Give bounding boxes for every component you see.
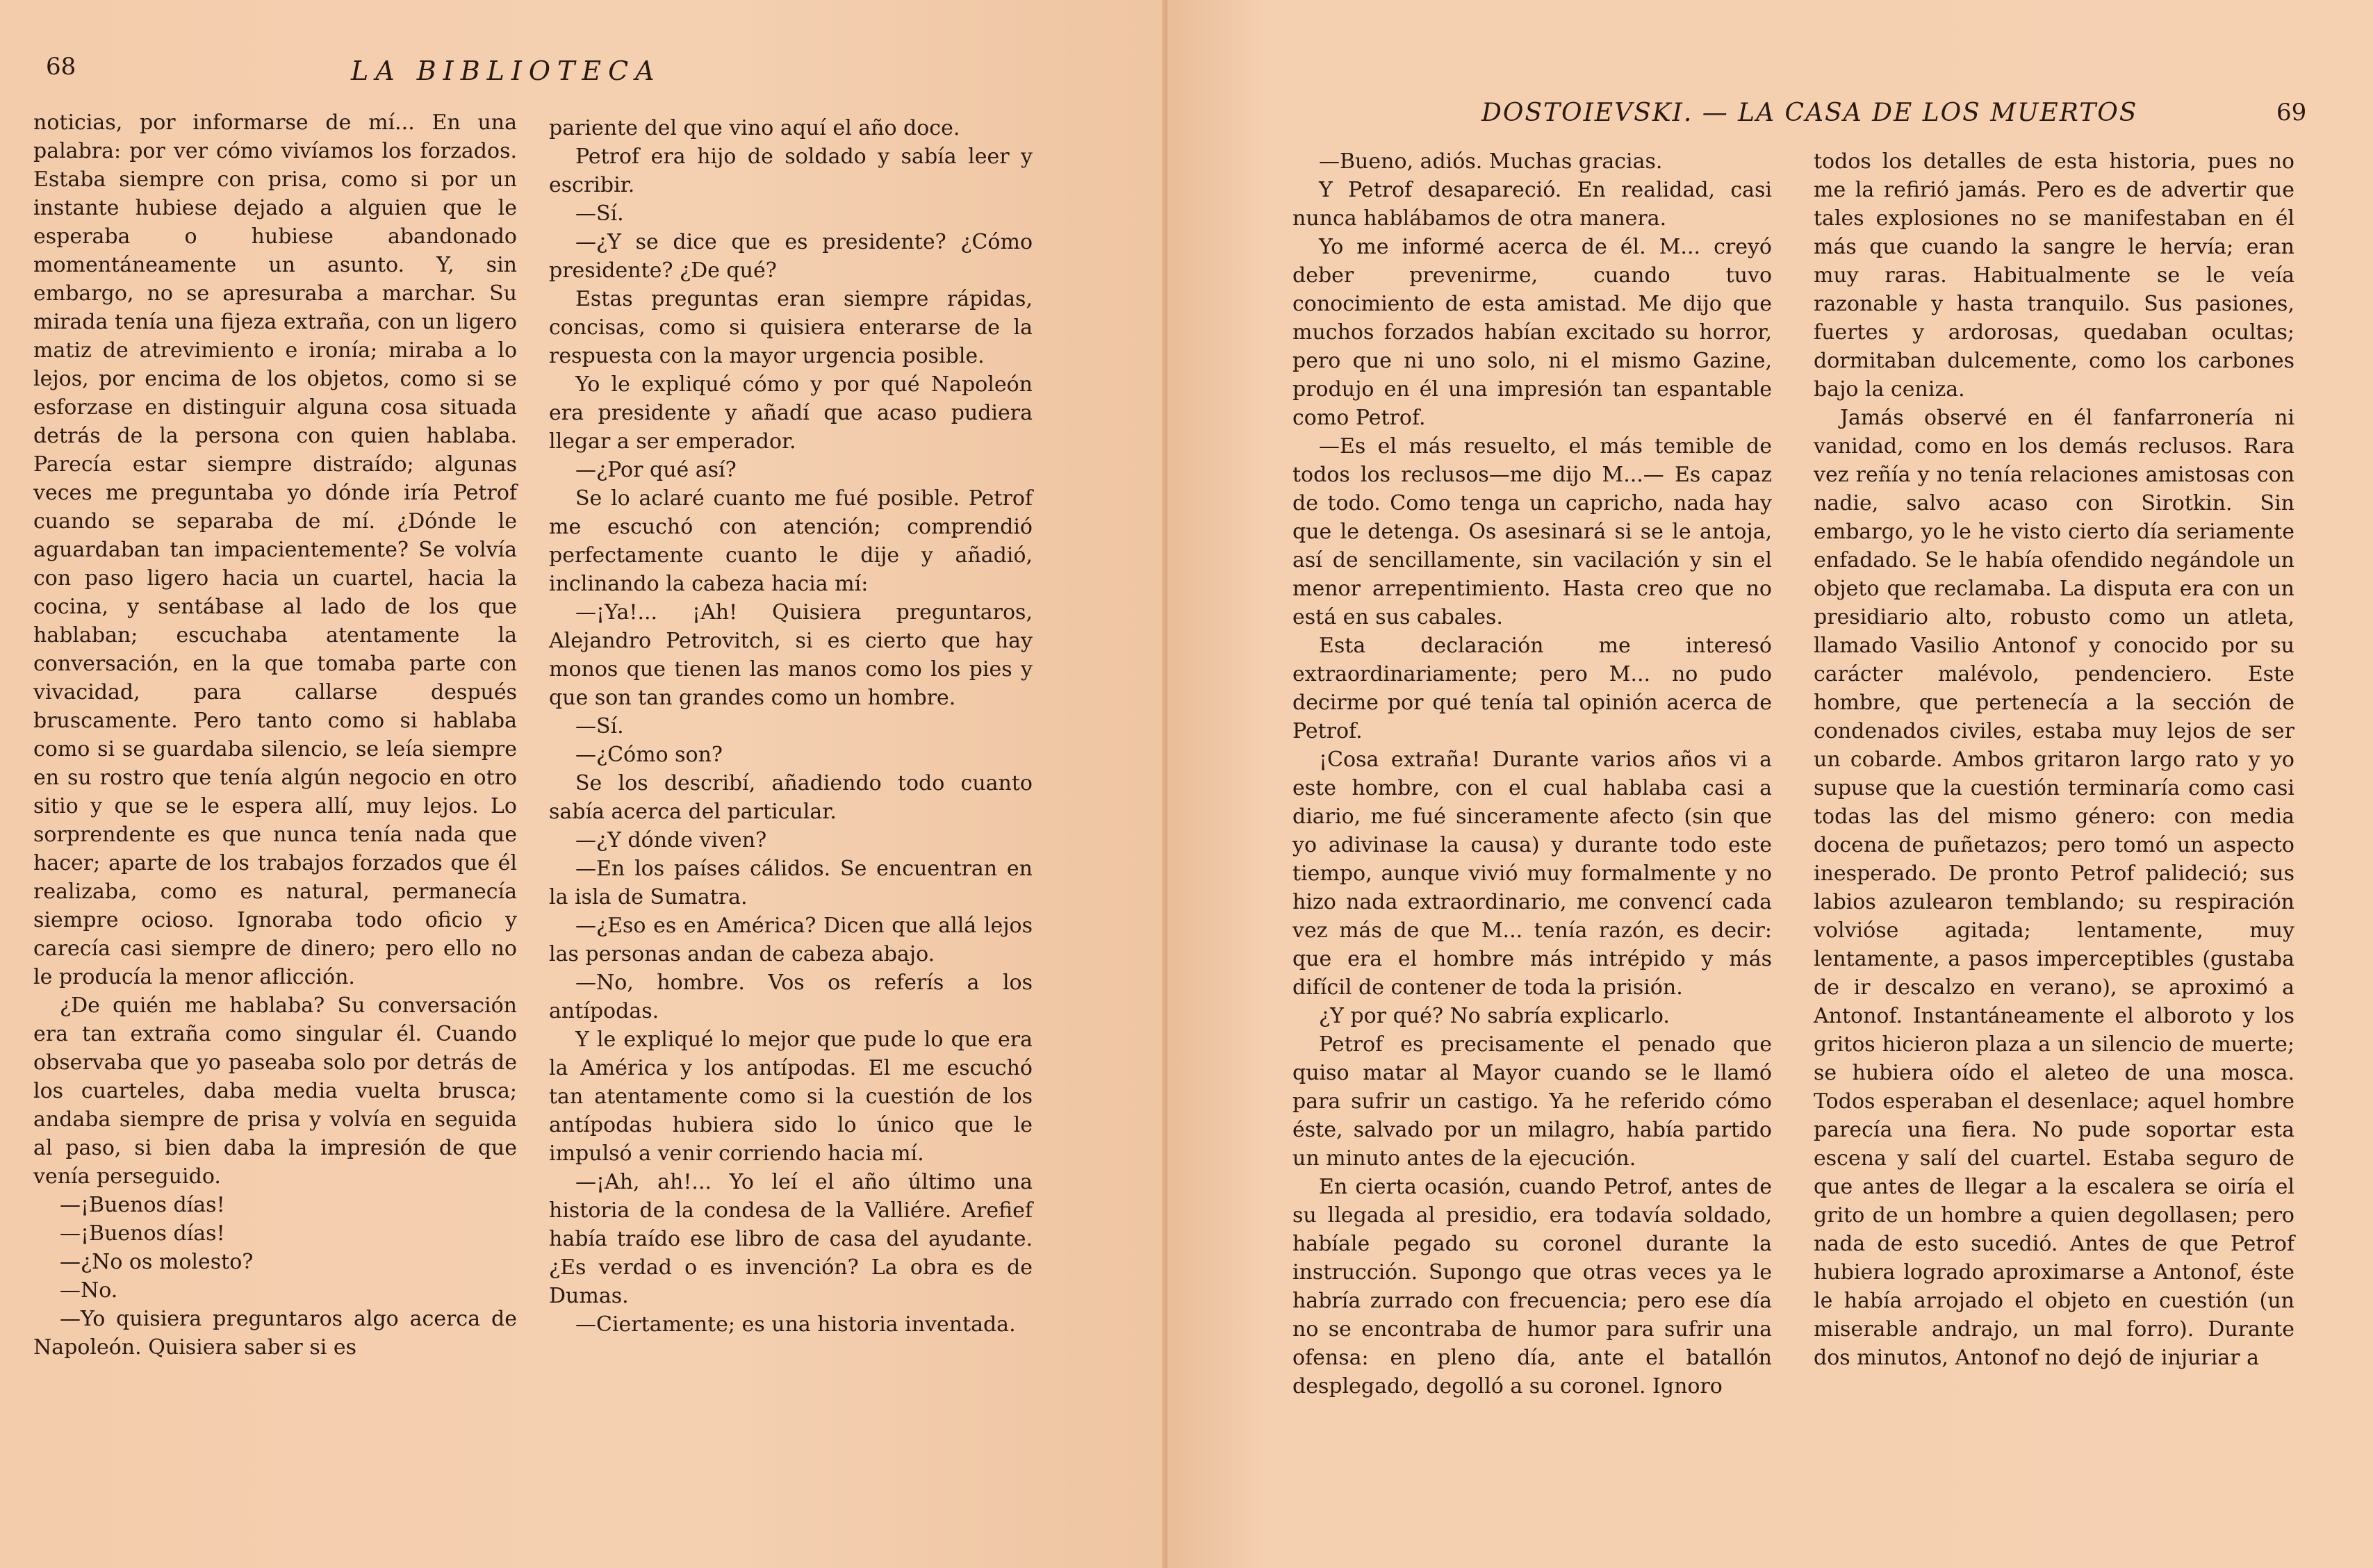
paragraph: —Yo quisiera preguntaros algo acerca de Napoleón. Quisiera saber si es	[33, 1307, 517, 1360]
paragraph: —¿No os molesto?	[60, 1250, 254, 1274]
paragraph: —En los países cálidos. Se encuentran en la isla de Sumatra.	[549, 857, 1033, 909]
paragraph: —Bueno, adiós. Muchas gracias.	[1319, 149, 1663, 174]
paragraph: —¿Eso es en América? Dicen que allá lejos las personas andan de cabeza abajo.	[549, 914, 1033, 966]
paragraph: todos los detalles de esta historia, pues no me la refirió jamás. Pero es de advertir que tales explosiones no se manifestaban en él más que cuando la sangre le hervía; eran muy raras. Habitualmente se le veía razonable y hasta tranquilo. Sus pasiones, fuertes y ardorosas, quedaban ocultas; dormitaban dulcemente, como los carbones bajo la ceniza.	[1814, 149, 2294, 402]
paragraph: ¿Y por qué? No sabría explicarlo.	[1319, 1004, 1670, 1028]
page-number-left: 68	[46, 53, 76, 81]
paragraph: Se los describí, añadiendo todo cuanto sabía acerca del particular.	[549, 771, 1033, 824]
right-page	[1167, 0, 2373, 1568]
paragraph: —¿Y dónde viven?	[575, 828, 767, 852]
paragraph: —No.	[60, 1278, 118, 1303]
left-column-2	[549, 114, 1033, 1339]
paragraph: —Es el más resuelto, el más temible de todos los reclusos—me dijo M...— Es capaz de todo. Como tenga un capricho, nada hay que le detenga. Os asesinará si se le antoja, así de sencillamente, sin vacilación y sin el menor arrepentimiento. Hasta creo que no está en sus cabales.	[1292, 434, 1772, 629]
paragraph: Y le expliqué lo mejor que pude lo que era la América y los antípodas. El me escuchó tan atentamente como si la cuestión de los antípodas hubiera sido lo único que le impulsó a venir corriendo hacia mí.	[549, 1028, 1033, 1166]
paragraph: Jamás observé en él fanfarronería ni vanidad, como en los demás reclusos. Rara vez reñía y no tenía relaciones amistosas con nadie, salvo acaso con Sirotkin. Sin embargo, yo le he visto cierto día seriamente enfadado. Se le había ofendido negándole un objeto que reclamaba. La disputa era con un presidiario alto, robusto como un atleta, llamado Vasilio Antonof y conocido por su carácter malévolo, pendenciero. Este hombre, que pertenecía a la sección de condenados civiles, estaba muy lejos de ser un cobarde. Ambos gritaron largo rato y yo supuse que la cuestión terminaría como casi todas las del mismo género: con media docena de puñetazos; pero tomó un aspecto inesperado. De pronto Petrof palideció; sus labios azulearon temblando; su respiración volvióse agitada; lentamente, muy lentamente, a pasos imperceptibles (gustaba de ir descalzo en verano), se aproximó a Antonof. Instantáneamente el alboroto y los gritos hicieron plaza a un silencio de muerte; se hubiera oído el aleteo de una mosca. Todos esperaban el desenlace; aquel hombre parecía una fiera. No pude soportar esta escena y salí del cuartel. Estaba seguro de que antes de llegar a la escalera se oiría el grito de un hombre a quien degollasen; pero nada de esto sucedió. Antes de que Petrof hubiera logrado aproximarse a Antonof, éste le había arrojado el objeto en cuestión (un miserable andrajo, un mal forro). Durante dos minutos, Antonof no dejó de injuriar a	[1814, 406, 2294, 1370]
paragraph: —¡Ah, ah!... Yo leí el año último una historia de la condesa de la Valliére. Arefief había traído ese libro de casa del ayudante. ¿Es verdad o es invención? La obra es de Dumas.	[549, 1170, 1033, 1308]
paragraph: —Ciertamente; es una historia inventada.	[575, 1312, 1016, 1337]
left-column-1	[33, 108, 517, 1362]
paragraph: —¡Buenos días!	[60, 1221, 225, 1246]
paragraph: noticias, por informarse de mí... En una palabra: por ver cómo vivíamos los forzados. Estaba siempre con prisa, como si por un instante hubiese dejado a alguien que le esperaba o hubiese abandonado momentáneamente un asunto. Y, sin embargo, no se apresuraba a marchar. Su mirada tenía una fijeza extraña, con un ligero matiz de atrevimiento e ironía; miraba a lo lejos, por encima de los objetos, como si se esforzase en distinguir alguna cosa situada detrás de la persona con quien hablaba. Parecía estar siempre distraído; algunas veces me preguntaba yo dónde iría Petrof cuando se separaba de mí. ¿Dónde le aguardaban tan impacientemente? Se volvía con paso ligero hacia un cuartel, hacia la cocina, y sentábase al lado de los que hablaban; escuchaba atentamente la conversación, en la que tomaba parte con vivacidad, para callarse después bruscamente. Pero tanto como si hablaba como si se guardaba silencio, se leía siempre en su rostro que tenía algún negocio en otro sitio y que se le espera allí, muy lejos. Lo sorprendente es que nunca tenía nada que hacer; aparte de los trabajos forzados que él realizaba, como es natural, permanecía siempre ocioso. Ignoraba todo oficio y carecía casi siempre de dinero; pero ello no le producía la menor aflicción.	[33, 110, 517, 989]
paragraph: pariente del que vino aquí el año doce.	[549, 116, 960, 140]
right-column-2	[1814, 147, 2294, 1372]
paragraph: En cierta ocasión, cuando Petrof, antes de su llegada al presidio, era todavía soldado, habíale pegado su coronel durante la instrucción. Supongo que otras veces ya le habría zurrado con frecuencia; pero ese día no se encontraba de humor para sufrir una ofensa: en pleno día, ante el batallón desplegado, degolló a su coronel. Ignoro	[1292, 1175, 1772, 1398]
paragraph: —No, hombre. Vos os referís a los antípodas.	[549, 971, 1033, 1023]
paragraph: ¡Cosa extraña! Durante varios años vi a este hombre, con el cual hablaba casi a diario, me fué sinceramente afecto (sin que yo adivinase la causa) y durante todo este tiempo, aunque vivió muy formalmente y no hizo nada extraordinario, me convencí cada vez más de que M... tenía razón, es decir: que era el hombre más intrépido y más difícil de contener de toda la prisión.	[1292, 748, 1772, 1000]
paragraph: —¿Cómo son?	[575, 743, 723, 767]
paragraph: Y Petrof desapareció. En realidad, casi nunca hablábamos de otra manera.	[1292, 178, 1772, 231]
paragraph: Estas preguntas eran siempre rápidas, concisas, como si quisiera enterarse de la respuesta con la mayor urgencia posible.	[549, 287, 1033, 368]
paragraph: —¡Buenos días!	[60, 1193, 225, 1217]
running-head-right: DOSTOIEVSKI. — LA CASA DE LOS MUERTOS	[1481, 99, 2138, 127]
paragraph: —¡Ya!... ¡Ah! Quisiera preguntaros, Alejandro Petrovitch, si es cierto que hay monos que tienen las manos como los pies y que son tan grandes como un hombre.	[549, 600, 1033, 710]
paragraph: Yo me informé acerca de él. M... creyó deber prevenirme, cuando tuvo conocimiento de esta amistad. Me dijo que muchos forzados habían excitado su horror, pero que ni uno solo, ni el mismo Gazine, produjo en él una impresión tan espantable como Petrof.	[1292, 235, 1772, 430]
paragraph: —¿Y se dice que es presidente? ¿Cómo presidente? ¿De qué?	[549, 230, 1033, 283]
paragraph: —Sí.	[575, 714, 624, 738]
paragraph: Petrof era hijo de soldado y sabía leer y escribir.	[549, 145, 1033, 197]
paragraph: Se lo aclaré cuanto me fué posible. Petrof me escuchó con atención; comprendió perfectamente cuanto le dije y añadió, inclinando la cabeza hacia mí:	[549, 486, 1033, 596]
paragraph: —Sí.	[575, 201, 624, 226]
paragraph: Yo le expliqué cómo y por qué Napoleón era presidente y añadí que acaso pudiera llegar a ser emperador.	[549, 372, 1033, 454]
page-number-right: 69	[2276, 99, 2307, 126]
right-column-1	[1292, 147, 1772, 1401]
running-head-left: LA BIBLIOTECA	[351, 56, 662, 86]
paragraph: —¿Por qué así?	[575, 458, 737, 482]
paragraph: Petrof es precisamente el penado que quiso matar al Mayor cuando se le llamó para sufrir un castigo. Ya he referido cómo éste, salvado por un milagro, había partido un minuto antes de la ejecución.	[1292, 1032, 1772, 1171]
paragraph: Esta declaración me interesó extraordinariamente; pero M... no pudo decirme por qué tenía tal opinión acerca de Petrof.	[1292, 634, 1772, 743]
left-page	[0, 0, 1167, 1568]
paragraph: ¿De quién me hablaba? Su conversación era tan extraña como singular él. Cuando observaba que yo paseaba solo por detrás de los cuarteles, daba media vuelta brusca; andaba siempre de prisa y volvía en seguida al paso, si bien daba la impresión de que venía perseguido.	[33, 993, 517, 1189]
